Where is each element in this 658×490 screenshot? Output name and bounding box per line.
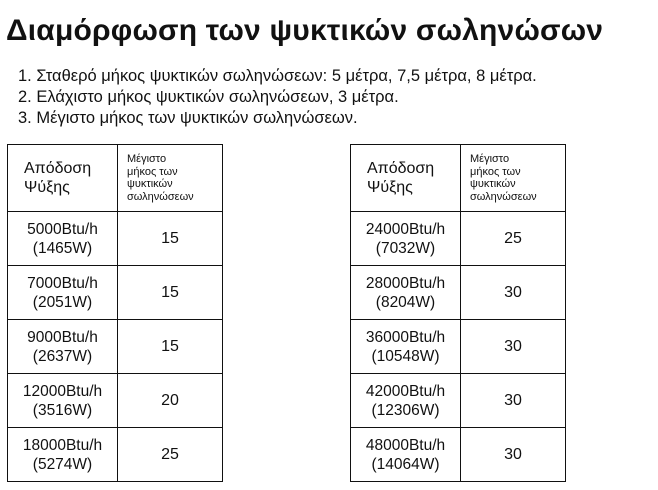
capacity-watt: (5274W) [32, 455, 93, 473]
capacity-btu: 7000Btu/h [27, 274, 98, 292]
table-row [351, 266, 566, 320]
max-length-cell: 15 [118, 266, 223, 320]
max-length-cell: 20 [118, 374, 223, 428]
note-item: 1. Σταθερό μήκος ψυκτικών σωληνώσεων: 5 μέτρα, 7,5 μέτρα, 8 μέτρα. [18, 67, 537, 85]
header-capacity [351, 145, 461, 212]
header-length-line: μήκος των [470, 165, 521, 178]
table-row [8, 266, 223, 320]
table-row [351, 212, 566, 266]
note-item: 3. Μέγιστο μήκος των ψυκτικών σωληνώσεων. [18, 109, 358, 127]
table-row [8, 212, 223, 266]
max-length-cell: 25 [118, 428, 223, 482]
header-capacity-line: Ψύξης [24, 179, 70, 196]
table-row [351, 320, 566, 374]
capacity-cell [351, 212, 461, 266]
max-length-cell: 25 [461, 212, 566, 266]
header-capacity [8, 145, 118, 212]
table-header-row [351, 145, 566, 212]
capacity-btu: 18000Btu/h [22, 436, 103, 454]
capacity-btu: 48000Btu/h [365, 436, 446, 454]
capacity-cell [351, 266, 461, 320]
capacity-watt: (12306W) [371, 401, 440, 419]
header-max-length [118, 145, 223, 212]
capacity-btu: 9000Btu/h [27, 328, 98, 346]
max-length-cell: 15 [118, 212, 223, 266]
header-capacity-line: Ψύξης [367, 179, 413, 196]
capacity-watt: (2051W) [32, 293, 93, 311]
table-row [351, 374, 566, 428]
capacity-watt: (14064W) [371, 455, 440, 473]
capacity-btu: 5000Btu/h [27, 220, 98, 238]
max-length-cell: 30 [461, 320, 566, 374]
capacity-btu: 28000Btu/h [365, 274, 446, 292]
notes-list [18, 66, 537, 129]
capacity-btu: 12000Btu/h [22, 382, 103, 400]
capacity-cell [8, 320, 118, 374]
capacity-cell [351, 374, 461, 428]
capacity-watt: (3516W) [32, 401, 93, 419]
header-capacity-line: Απόδοση [367, 160, 435, 177]
table-row [8, 320, 223, 374]
pipe-length-table-right [350, 144, 566, 482]
header-length-line: μήκος των [127, 165, 178, 178]
capacity-btu: 24000Btu/h [365, 220, 446, 238]
capacity-cell [8, 428, 118, 482]
header-length-line: ψυκτικών [127, 178, 173, 190]
capacity-cell [8, 212, 118, 266]
capacity-cell [8, 374, 118, 428]
max-length-cell: 30 [461, 428, 566, 482]
page-title: Διαμόρφωση των ψυκτικών σωληνώσων [6, 14, 604, 47]
capacity-watt: (10548W) [371, 347, 440, 365]
max-length-cell: 30 [461, 266, 566, 320]
note-item: 2. Ελάχιστο μήκος ψυκτικών σωληνώσεων, 3 μέτρα. [18, 88, 399, 106]
capacity-cell [351, 320, 461, 374]
header-capacity-line: Απόδοση [24, 160, 92, 177]
table-row [8, 428, 223, 482]
pipe-length-table-left [7, 144, 223, 482]
capacity-watt: (8204W) [375, 293, 436, 311]
capacity-btu: 36000Btu/h [365, 328, 446, 346]
header-length-line: Μέγιστο [127, 153, 167, 165]
capacity-cell [8, 266, 118, 320]
max-length-cell: 15 [118, 320, 223, 374]
max-length-cell: 30 [461, 374, 566, 428]
header-length-line: Μέγιστο [470, 153, 510, 165]
header-length-line: σωληνώσεων [470, 190, 537, 203]
capacity-cell [351, 428, 461, 482]
table-row [351, 428, 566, 482]
table-row [8, 374, 223, 428]
capacity-watt: (7032W) [375, 239, 436, 257]
header-length-line: ψυκτικών [470, 178, 516, 190]
capacity-watt: (2637W) [32, 347, 93, 365]
capacity-watt: (1465W) [32, 239, 93, 257]
capacity-btu: 42000Btu/h [365, 382, 446, 400]
header-max-length [461, 145, 566, 212]
table-header-row [8, 145, 223, 212]
header-length-line: σωληνώσεων [127, 190, 194, 203]
